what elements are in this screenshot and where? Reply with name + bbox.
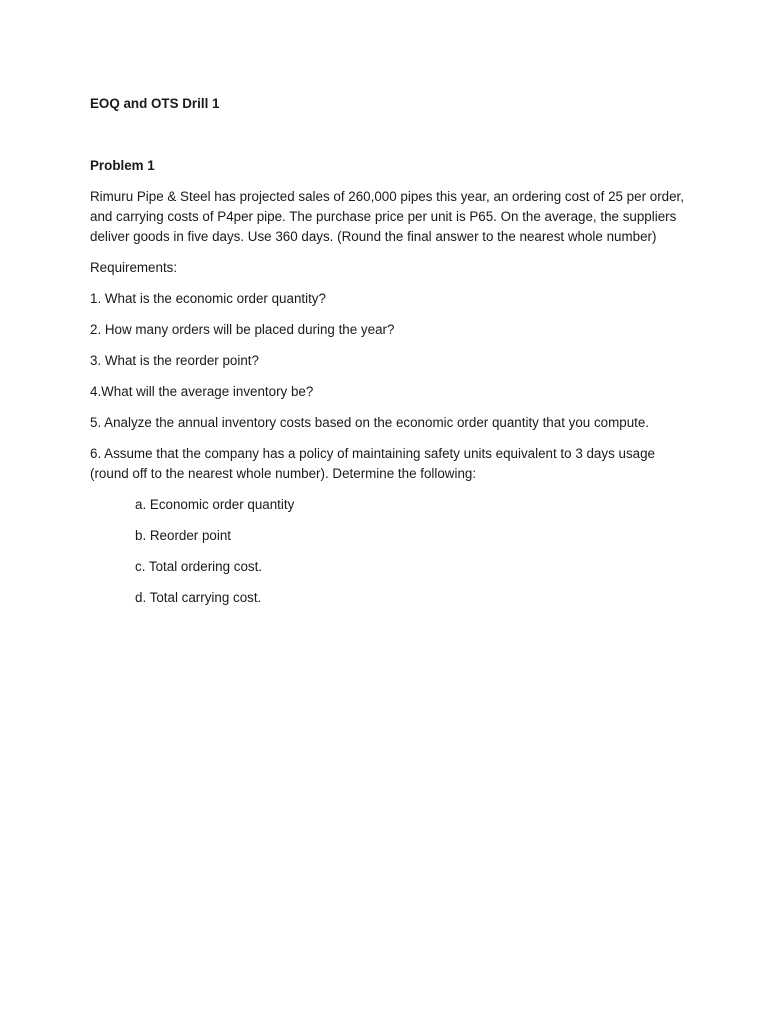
requirement-item: 3. What is the reorder point?: [90, 353, 259, 368]
sub-requirement-item: b. Reorder point: [135, 528, 232, 543]
sub-requirement-item: a. Economic order quantity: [135, 497, 295, 512]
document-content: [90, 94, 690, 608]
requirement-item: 2. How many orders will be placed during the year?: [90, 322, 395, 337]
requirement-item: 1. What is the economic order quantity?: [90, 291, 326, 306]
problem-heading: Problem 1: [90, 158, 155, 173]
sub-requirement-item: c. Total ordering cost.: [135, 559, 263, 574]
requirement-item: 4.What will the average inventory be?: [90, 384, 314, 399]
sub-requirement-item: d. Total carrying cost.: [135, 590, 262, 605]
requirement-item: 6. Assume that the company has a policy of maintaining safety units equivalent to 3 days usage (round off to the nearest whole number). Determine the following:: [90, 446, 655, 481]
requirement-item: 5. Analyze the annual inventory costs based on the economic order quantity that you compute.: [90, 415, 650, 430]
document-title: EOQ and OTS Drill 1: [90, 96, 220, 111]
requirements-label: Requirements:: [90, 260, 178, 275]
problem-text: Rimuru Pipe & Steel has projected sales of 260,000 pipes this year, an ordering cost of 25 per order, and carrying costs of P4per pipe. The purchase price per unit is P65. On the average, the suppliers deliver goods in five days. Use 360 days. (Round the final answer to the nearest whole number): [90, 189, 684, 244]
